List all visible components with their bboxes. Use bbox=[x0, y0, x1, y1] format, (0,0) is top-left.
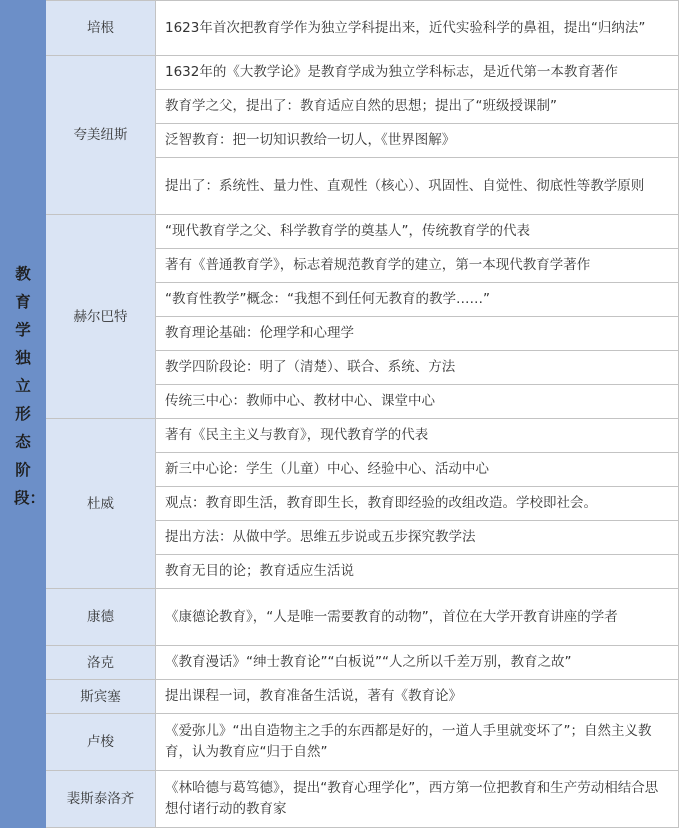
table-row bbox=[1, 680, 679, 714]
content-cell: 《教育漫话》“绅士教育论”“白板说”“人之所以千差万别，教育之故” bbox=[156, 646, 679, 680]
stage-label-cell-bottom bbox=[1, 771, 46, 828]
content-cell: 提出方法：从做中学。思维五步说或五步探究教学法 bbox=[156, 521, 679, 555]
content-cell: 教育无目的论；教育适应生活说 bbox=[156, 555, 679, 589]
table-row bbox=[1, 589, 679, 646]
person-name: 杜威 bbox=[46, 419, 156, 589]
stage-label: 教育学独立形态阶段： bbox=[14, 264, 46, 507]
table-row bbox=[1, 215, 679, 249]
person-name: 夸美纽斯 bbox=[46, 56, 156, 215]
content-cell: 教学四阶段论：明了（清楚）、联合、系统、方法 bbox=[156, 351, 679, 385]
content-cell: 《林哈德与葛笃德》，提出“教育心理学化”，西方第一位把教育和生产劳动相结合思想付诸行动的教育家 bbox=[156, 771, 679, 828]
content-cell: 教育学之父，提出了：教育适应自然的思想；提出了“班级授课制” bbox=[156, 90, 679, 124]
content-cell: 教育理论基础：伦理学和心理学 bbox=[156, 317, 679, 351]
content-cell: 《爱弥儿》“出自造物主之手的东西都是好的，一道人手里就变坏了”；自然主义教育，认为教育应“归于自然” bbox=[156, 714, 679, 771]
content-cell: 泛智教育：把一切知识教给一切人，《世界图解》 bbox=[156, 124, 679, 158]
content-cell: 提出了：系统性、量力性、直观性（核心）、巩固性、自觉性、彻底性等教学原则 bbox=[156, 158, 679, 215]
table-row bbox=[1, 646, 679, 680]
content-cell: “现代教育学之父、科学教育学的奠基人”，传统教育学的代表 bbox=[156, 215, 679, 249]
content-cell: 《康德论教育》，“人是唯一需要教育的动物”，首位在大学开教育讲座的学者 bbox=[156, 589, 679, 646]
table-row bbox=[1, 419, 679, 453]
person-name: 康德 bbox=[46, 589, 156, 646]
stage-label-cell bbox=[1, 1, 46, 771]
person-name: 洛克 bbox=[46, 646, 156, 680]
person-name: 培根 bbox=[46, 1, 156, 56]
content-cell: 著有《普通教育学》，标志着规范教育学的建立，第一本现代教育学著作 bbox=[156, 249, 679, 283]
content-cell: 新三中心论：学生（儿童）中心、经验中心、活动中心 bbox=[156, 453, 679, 487]
content-cell: 传统三中心：教师中心、教材中心、课堂中心 bbox=[156, 385, 679, 419]
person-name: 赫尔巴特 bbox=[46, 215, 156, 419]
content-cell: 1623年首次把教育学作为独立学科提出来，近代实验科学的鼻祖，提出“归纳法” bbox=[156, 1, 679, 56]
content-cell: 著有《民主主义与教育》，现代教育学的代表 bbox=[156, 419, 679, 453]
content-cell: 观点：教育即生活，教育即生长，教育即经验的改组改造。学校即社会。 bbox=[156, 487, 679, 521]
table-row bbox=[1, 714, 679, 771]
content-cell: “教育性教学”概念：“我想不到任何无教育的教学……” bbox=[156, 283, 679, 317]
table-row bbox=[1, 1, 679, 56]
person-name: 卢梭 bbox=[46, 714, 156, 771]
content-cell: 提出课程一词，教育准备生活说，著有《教育论》 bbox=[156, 680, 679, 714]
content-cell: 1632年的《大教学论》是教育学成为独立学科标志，是近代第一本教育著作 bbox=[156, 56, 679, 90]
person-name: 裴斯泰洛齐 bbox=[46, 771, 156, 828]
table-row bbox=[1, 56, 679, 90]
table-row bbox=[1, 771, 679, 828]
person-name: 斯宾塞 bbox=[46, 680, 156, 714]
